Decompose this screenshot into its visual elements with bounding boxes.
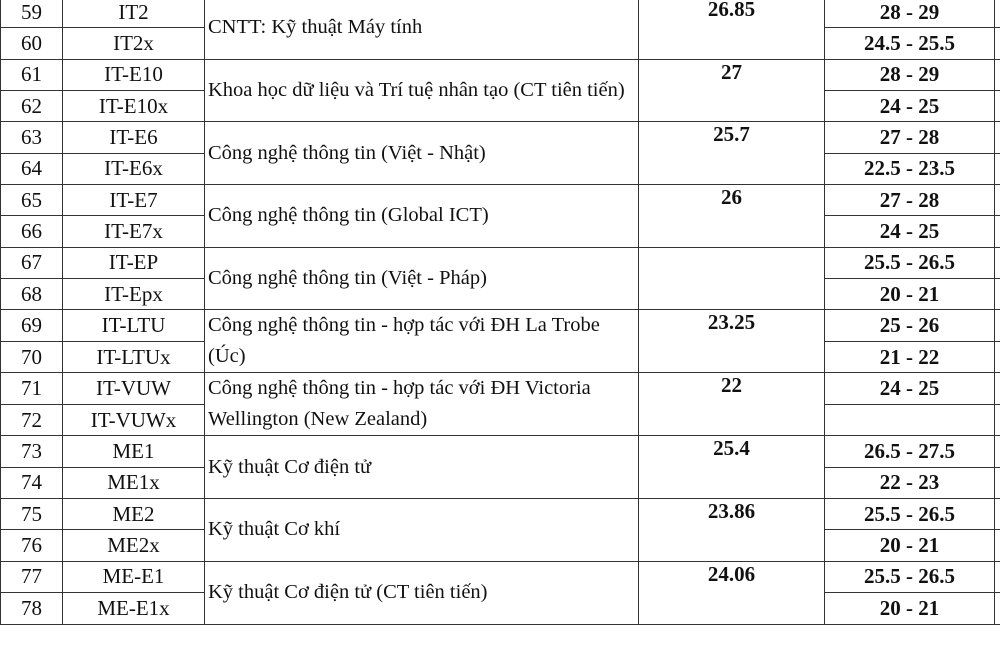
predicted-range: 28 - 29 — [825, 0, 995, 28]
row-number: 60 — [1, 28, 63, 59]
row-number: 69 — [1, 310, 63, 342]
predicted-range: 20 - 21 — [825, 530, 995, 561]
program-name: Công nghệ thông tin - hợp tác với ĐH La Trobe (Úc) — [205, 310, 639, 373]
trailing-cell — [995, 122, 1000, 153]
predicted-range: 20 - 21 — [825, 593, 995, 624]
row-number: 75 — [1, 499, 63, 530]
previous-score: 26.85 — [639, 0, 825, 59]
previous-score: 24.06 — [639, 561, 825, 624]
program-code: ME2x — [63, 530, 205, 561]
trailing-cell — [995, 153, 1000, 184]
row-number: 70 — [1, 341, 63, 373]
previous-score: 22 — [639, 373, 825, 436]
program-name: Công nghệ thông tin (Việt - Pháp) — [205, 247, 639, 310]
program-code: ME-E1 — [63, 561, 205, 592]
previous-score: 26 — [639, 185, 825, 248]
trailing-cell — [995, 216, 1000, 247]
trailing-cell — [995, 247, 1000, 278]
trailing-cell — [995, 341, 1000, 373]
predicted-range: 24 - 25 — [825, 216, 995, 247]
predicted-range — [825, 404, 995, 436]
trailing-cell — [995, 499, 1000, 530]
row-number: 71 — [1, 373, 63, 405]
program-name: Công nghệ thông tin (Việt - Nhật) — [205, 122, 639, 185]
row-number: 66 — [1, 216, 63, 247]
previous-score: 25.7 — [639, 122, 825, 185]
predicted-range: 25.5 - 26.5 — [825, 499, 995, 530]
table-row — [1, 122, 1000, 153]
table-row — [1, 59, 1000, 90]
trailing-cell — [995, 467, 1000, 498]
table-row — [1, 436, 1000, 467]
trailing-cell — [995, 279, 1000, 310]
row-number: 73 — [1, 436, 63, 467]
trailing-cell — [995, 404, 1000, 436]
program-code: IT-VUW — [63, 373, 205, 405]
table-row — [1, 310, 1000, 342]
program-code: IT2 — [63, 0, 205, 28]
row-number: 76 — [1, 530, 63, 561]
program-name: CNTT: Kỹ thuật Máy tính — [205, 0, 639, 59]
predicted-range: 26.5 - 27.5 — [825, 436, 995, 467]
program-name: Kỹ thuật Cơ khí — [205, 499, 639, 562]
program-code: IT-E6 — [63, 122, 205, 153]
row-number: 65 — [1, 185, 63, 216]
program-code: IT-E6x — [63, 153, 205, 184]
trailing-cell — [995, 185, 1000, 216]
row-number: 68 — [1, 279, 63, 310]
row-number: 61 — [1, 59, 63, 90]
program-code: IT-E7 — [63, 185, 205, 216]
row-number: 72 — [1, 404, 63, 436]
predicted-range: 22 - 23 — [825, 467, 995, 498]
program-code: IT-LTUx — [63, 341, 205, 373]
trailing-cell — [995, 310, 1000, 342]
predicted-range: 20 - 21 — [825, 279, 995, 310]
row-number: 67 — [1, 247, 63, 278]
trailing-cell — [995, 561, 1000, 592]
program-code: ME1 — [63, 436, 205, 467]
trailing-cell — [995, 436, 1000, 467]
program-code: IT-E10 — [63, 59, 205, 90]
row-number: 64 — [1, 153, 63, 184]
predicted-range: 28 - 29 — [825, 59, 995, 90]
previous-score: 25.4 — [639, 436, 825, 499]
previous-score — [639, 247, 825, 310]
trailing-cell — [995, 373, 1000, 405]
predicted-range: 22.5 - 23.5 — [825, 153, 995, 184]
table-row — [1, 185, 1000, 216]
predicted-range: 24 - 25 — [825, 91, 995, 122]
program-name: Công nghệ thông tin - hợp tác với ĐH Victoria Wellington (New Zealand) — [205, 373, 639, 436]
row-number: 74 — [1, 467, 63, 498]
program-name: Công nghệ thông tin (Global ICT) — [205, 185, 639, 248]
row-number: 62 — [1, 91, 63, 122]
program-code: IT-E7x — [63, 216, 205, 247]
predicted-range: 25.5 - 26.5 — [825, 247, 995, 278]
row-number: 77 — [1, 561, 63, 592]
row-number: 63 — [1, 122, 63, 153]
program-name: Kỹ thuật Cơ điện tử (CT tiên tiến) — [205, 561, 639, 624]
table-row — [1, 561, 1000, 592]
row-number: 59 — [1, 0, 63, 28]
program-code: ME2 — [63, 499, 205, 530]
program-name: Kỹ thuật Cơ điện tử — [205, 436, 639, 499]
trailing-cell — [995, 28, 1000, 59]
trailing-cell — [995, 593, 1000, 624]
table-row — [1, 373, 1000, 405]
predicted-range: 27 - 28 — [825, 185, 995, 216]
row-number: 78 — [1, 593, 63, 624]
program-code: IT-VUWx — [63, 404, 205, 436]
trailing-cell — [995, 530, 1000, 561]
program-code: ME1x — [63, 467, 205, 498]
program-code: IT-EP — [63, 247, 205, 278]
predicted-range: 25 - 26 — [825, 310, 995, 342]
previous-score: 23.25 — [639, 310, 825, 373]
table-row — [1, 499, 1000, 530]
predicted-range: 24 - 25 — [825, 373, 995, 405]
previous-score: 27 — [639, 59, 825, 122]
program-code: IT-LTU — [63, 310, 205, 342]
table-row — [1, 0, 1000, 28]
program-code: IT2x — [63, 28, 205, 59]
program-code: ME-E1x — [63, 593, 205, 624]
predicted-range: 21 - 22 — [825, 341, 995, 373]
predicted-range: 24.5 - 25.5 — [825, 28, 995, 59]
trailing-cell — [995, 59, 1000, 90]
table-row — [1, 247, 1000, 278]
trailing-cell — [995, 0, 1000, 28]
program-name: Khoa học dữ liệu và Trí tuệ nhân tạo (CT tiên tiến) — [205, 59, 639, 122]
predicted-range: 27 - 28 — [825, 122, 995, 153]
trailing-cell — [995, 91, 1000, 122]
program-code: IT-E10x — [63, 91, 205, 122]
previous-score: 23.86 — [639, 499, 825, 562]
predicted-range: 25.5 - 26.5 — [825, 561, 995, 592]
program-code: IT-Epx — [63, 279, 205, 310]
